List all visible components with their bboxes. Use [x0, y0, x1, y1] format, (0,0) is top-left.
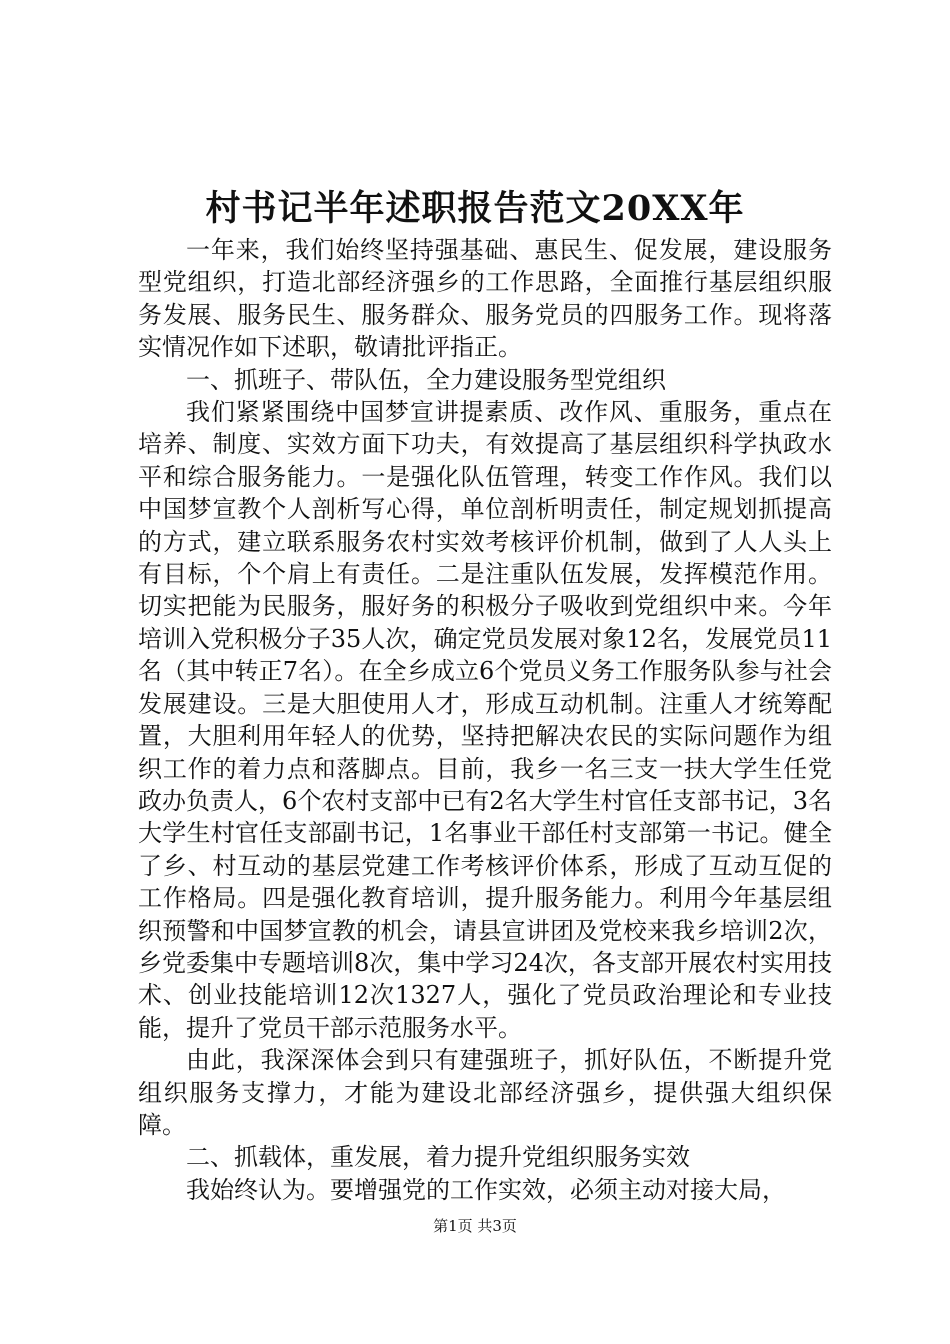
page-footer: 第1页 共3页 [433, 1217, 517, 1235]
paragraph-conclusion-1: 由此，我深深体会到只有建强班子，抓好队伍，不断提升党组织服务支撑力，才能为建设北部经济强乡，提供强大组织保障。 [138, 1046, 832, 1139]
paragraph-intro: 一年来，我们始终坚持强基础、惠民生、促发展，建设服务型党组织，打造北部经济强乡的工作思路，全面推行基层组织服务发展、服务民生、服务群众、服务党员的四服务工作。现将落实情况作如下述职，敬请批评指正。 [138, 236, 832, 362]
section-heading-1: 一、抓班子、带队伍，全力建设服务型党组织 [186, 365, 666, 394]
document-body [138, 234, 832, 1206]
section-heading-2: 二、抓载体，重发展，着力提升党组织服务实效 [186, 1143, 690, 1172]
document-title: 村书记半年述职报告范文20XX年 [205, 188, 745, 229]
paragraph-section-2: 我始终认为。要增强党的工作实效，必须主动对接大局， [186, 1175, 786, 1204]
paragraph-section-1: 我们紧紧围绕中国梦宣讲提素质、改作风、重服务，重点在培养、制度、实效方面下功夫，有效提高了基层组织科学执政水平和综合服务能力。一是强化队伍管理，转变工作作风。我们以中国梦宣教个人剖析写心得，单位剖析明责任，制定规划抓提高的方式，建立联系服务农村实效考核评价机制，做到了人人头上有目标，个个肩上有责任。二是注重队伍发展，发挥模范作用。切实把能为民服务，服好务的积极分子吸收到党组织中来。今年培训入党积极分子35人次，确定党员发展对象12名，发展党员11名（其中转正7名）。在全乡成立6个党员义务工作服务队参与社会发展建设。三是大胆使用人才，形成互动机制。注重人才统筹配置，大胆利用年轻人的优势，坚持把解决农民的实际问题作为组织工作的着力点和落脚点。目前，我乡一名三支一扶大学生任党政办负责人，6个农村支部中已有2名大学生村官任支部书记，3名大学生村官任支部副书记，1名事业干部任村支部第一书记。健全了乡、村互动的基层党建工作考核评价体系，形成了互动互促的工作格局。四是强化教育培训，提升服务能力。利用今年基层组织预警和中国梦宣教的机会，请县宣讲团及党校来我乡培训2次，乡党委集中专题培训8次，集中学习24次，各支部开展农村实用技术、创业技能培训12次1327人，强化了党员政治理论和专业技能，提升了党员干部示范服务水平。 [138, 398, 832, 1042]
